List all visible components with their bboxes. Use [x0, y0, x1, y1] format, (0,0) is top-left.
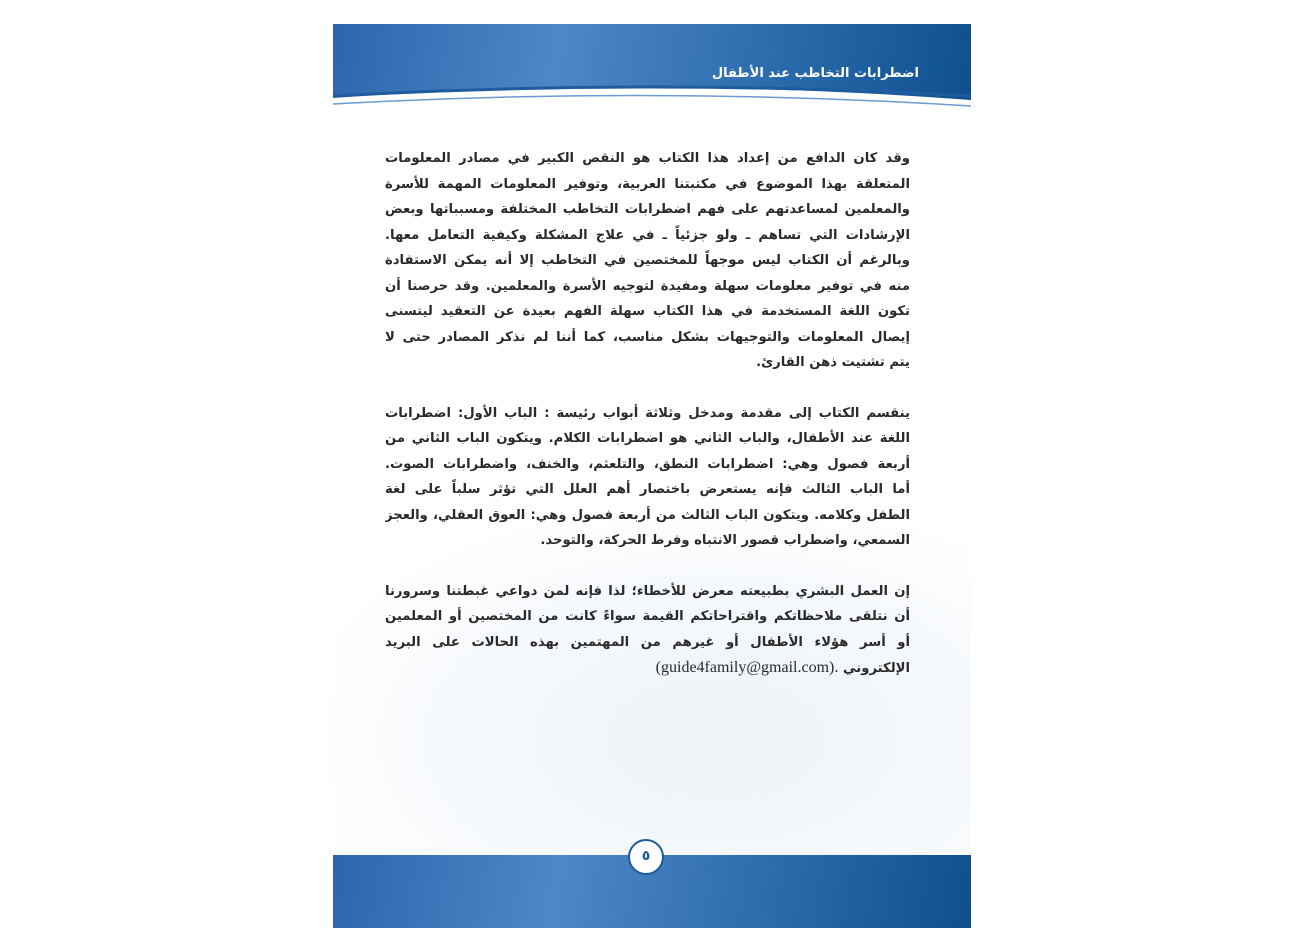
text-line: وقد كان الدافع من إعداد هذا الكتاب هو النقص الكبير في مصادر المعلومات — [385, 151, 910, 166]
email-address[interactable]: (guide4family@gmail.com). — [655, 659, 839, 676]
text-line: إيصال المعلومات والتوجيهات بشكل مناسب، كما أننا لم نذكر المصادر حتى لا — [385, 329, 910, 345]
text-line: تكون اللغة المستخدمة في هذا الكتاب سهلة الفهم بعيدة عن التعقيد ليتسنى — [385, 304, 910, 319]
text-line: أربعة فصول وهي: اضطرابات النطق، والتلعثم، والخنف، واضطرابات الصوت. — [385, 456, 910, 472]
text-line: الإرشادات التي تساهم ـ ولو جزئياً ـ في علاج المشكلة وكيفية التعامل معها. — [385, 227, 910, 243]
text-line: اللغة عند الأطفال، والباب الثاني هو اضطرابات الكلام. ويتكون الباب الثاني من — [385, 431, 910, 446]
text-line: أو أسر هؤلاء الأطفال أو غيرهم من المهتمين بهذه الحالات على البريد — [385, 634, 910, 650]
text-line: أن نتلقى ملاحظاتكم واقتراحاتكم القيمة سواءً كانت من المختصين أو المعلمين — [385, 609, 910, 624]
text-line: المتعلقة بهذا الموضوع في مكتبتنا العربية، وتوفير المعلومات المهمة للأسرة — [385, 176, 910, 192]
running-header-title: اضطرابات التخاطب عند الأطفال — [711, 66, 919, 81]
document-page — [333, 24, 971, 928]
text-line: يتم تشتيت ذهن القارئ. — [756, 355, 910, 370]
text-line: إن العمل البشري بطبيعته معرض للأخطاء؛ لذا فإنه لمن دواعي غبطتنا وسرورنا — [385, 583, 910, 599]
text-line: والمعلمين لمساعدتهم على فهم اضطرابات التخاطب المختلفة ومسبباتها وبعض — [385, 202, 910, 217]
text-line: ينقسم الكتاب إلى مقدمة ومدخل وثلاثة أبواب رئيسة : الباب الأول: اضطرابات — [385, 405, 910, 421]
text-line: أما الباب الثالث فإنه يستعرض باختصار أهم العلل التي تؤثر سلباً على لغة — [385, 482, 910, 497]
text-line: منه في توفير معلومات سهلة ومفيدة لتوجيه الأسرة والمعلمين. وقد حرصنا أن — [385, 278, 910, 294]
email-line — [385, 655, 910, 681]
paragraph-gap — [385, 376, 910, 401]
text-line: الطفل وكلامه. ويتكون الباب الثالث من أربعة فصول وهي: العوق العقلي، والعجز — [385, 507, 910, 523]
page-number: ٥ — [628, 839, 664, 875]
email-label: الإلكتروني — [842, 661, 910, 676]
paragraph-gap — [385, 554, 910, 579]
text-line: السمعي، واضطراب قصور الانتباه وفرط الحركة، والتوحد. — [540, 533, 910, 548]
text-line: وبالرغم أن الكتاب ليس موجهاً للمختصين في التخاطب إلا أنه يمكن الاستفادة — [385, 253, 910, 268]
header-wave — [333, 84, 971, 134]
body-text — [385, 146, 910, 681]
